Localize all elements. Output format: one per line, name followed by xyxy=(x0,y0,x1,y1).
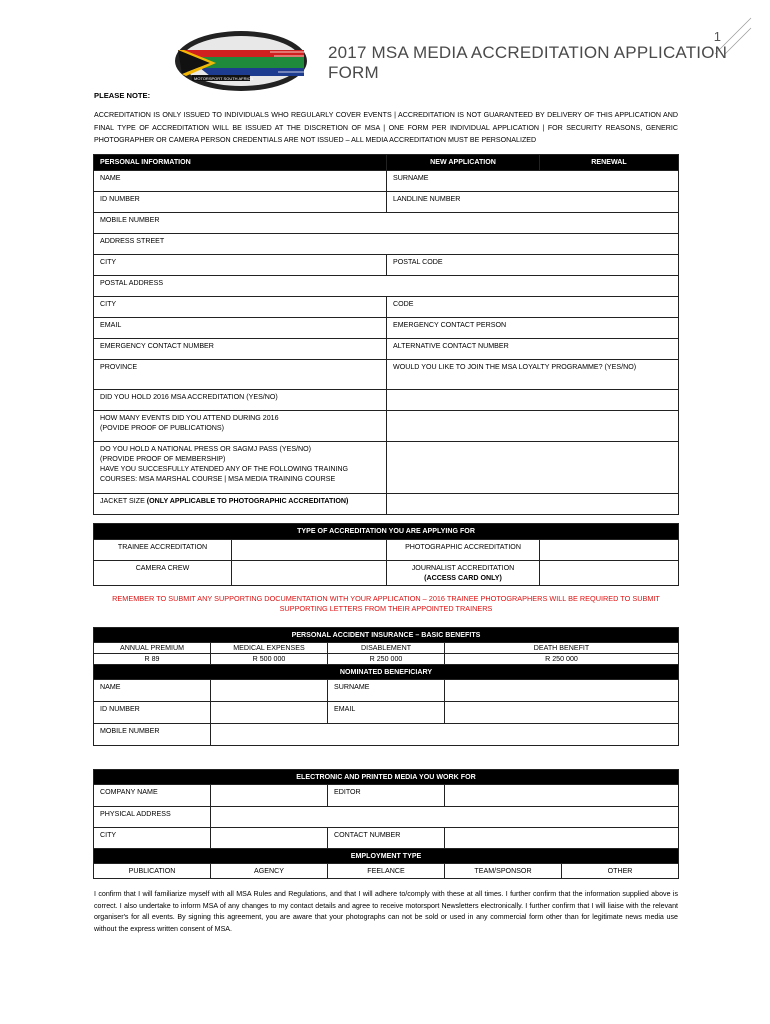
annual-premium-value: R 89 xyxy=(94,654,211,665)
press-proof-label: (PROVIDE PROOF OF MEMBERSHIP) xyxy=(100,455,226,463)
media-heading: ELECTRONIC AND PRINTED MEDIA YOU WORK FOR xyxy=(94,770,679,785)
press-pass-training-field[interactable] xyxy=(94,442,387,494)
beneficiary-mobile-input[interactable] xyxy=(211,724,679,746)
personal-information-table xyxy=(93,154,679,515)
beneficiary-name-field[interactable]: NAME xyxy=(94,680,211,702)
trainee-accreditation-checkbox[interactable] xyxy=(232,540,387,561)
name-field[interactable]: NAME xyxy=(94,171,387,192)
contact-number-input[interactable] xyxy=(445,828,679,849)
email-field[interactable]: EMAIL xyxy=(94,318,387,339)
insurance-beneficiary-table xyxy=(93,627,679,746)
beneficiary-email-input[interactable] xyxy=(445,702,679,724)
postal-address-field[interactable]: POSTAL ADDRESS xyxy=(94,276,679,297)
address-street-field[interactable]: ADDRESS STREET xyxy=(94,234,679,255)
jacket-size-label: JACKET SIZE xyxy=(100,497,145,505)
province-field[interactable]: PROVINCE xyxy=(94,360,387,390)
beneficiary-id-number-input[interactable] xyxy=(211,702,328,724)
page-number: 1 xyxy=(713,29,721,44)
notice-text: ACCREDITATION IS ONLY ISSUED TO INDIVIDUALS WHO REGULARLY COVER EVENTS | ACCREDITATION IS NOT GUARANTEED BY DELIVERY OF THIS APPLICATION AND FINAL TYPE OF ACCREDITATION WILL BE ISSUED AT THE DISCRETION OF MSA | ONE FORM PER INDIVIDUAL APPLICATION | FOR SECURITY REASONS, GENERIC PHOTOGRAPHER OR CAMERA PERSON CREDENTIALS ARE NOT ISSUED – ALL MEDIA ACCREDITATION MUST BE PERSONALIZED xyxy=(94,111,678,144)
renewal-option[interactable]: RENEWAL xyxy=(540,155,679,171)
physical-address-field[interactable]: PHYSICAL ADDRESS xyxy=(94,807,211,828)
consent-statement: I confirm that I will familiarize myself with all MSA Rules and Regulations, and that I will adhere to/comply with these at all times. I further confirm that the information supplied above is correct. I also undertake to inform MSA of any changes to my contact details and agree to receive motorsport Newsletters electronically. I further confirm that I will liaise with the relevant organiser's for all events. By signing this agreement, you are aware that your photographs can not be sold or used in any commercial form other than for legitimate news media use without the express written consent of MSA. xyxy=(94,890,678,933)
disablement-header: DISABLEMENT xyxy=(328,643,445,654)
physical-address-input[interactable] xyxy=(211,807,679,828)
postal-city-field[interactable]: CITY xyxy=(94,297,387,318)
mobile-number-field[interactable]: MOBILE NUMBER xyxy=(94,213,679,234)
training-courses-label: COURSES: MSA MARSHAL COURSE | MSA MEDIA TRAINING COURSE xyxy=(100,475,336,483)
company-name-field[interactable]: COMPANY NAME xyxy=(94,785,211,807)
svg-text:MOTORSPORT SOUTH AFRICA: MOTORSPORT SOUTH AFRICA xyxy=(194,76,254,81)
camera-crew-checkbox[interactable] xyxy=(232,561,387,586)
surname-field[interactable]: SURNAME xyxy=(387,171,679,192)
death-benefit-header: DEATH BENEFIT xyxy=(445,643,679,654)
events-attended-label: HOW MANY EVENTS DID YOU ATTEND DURING 2016 xyxy=(100,414,279,422)
trainee-accreditation-option[interactable]: TRAINEE ACCREDITATION xyxy=(94,540,232,561)
city-field[interactable]: CITY xyxy=(94,255,387,276)
accreditation-type-table xyxy=(93,523,679,586)
press-pass-label: DO YOU HOLD A NATIONAL PRESS OR SAGMJ PASS (YES/NO) xyxy=(100,445,312,453)
supporting-documents-reminder: REMEMBER TO SUBMIT ANY SUPPORTING DOCUMENTATION WITH YOUR APPLICATION – 2016 TRAINEE PHOTOGRAPHERS WILL BE REQUIRED TO SUBMIT SUPPORTING LETTERS FROM THEIR APPOINTED TRAINERS xyxy=(112,594,660,613)
journalist-accreditation-option[interactable] xyxy=(387,561,540,586)
new-application-option[interactable]: NEW APPLICATION xyxy=(387,155,540,171)
journalist-accreditation-label: JOURNALIST ACCREDITATION xyxy=(411,564,515,572)
camera-crew-option[interactable]: CAMERA CREW xyxy=(94,561,232,586)
company-name-input[interactable] xyxy=(211,785,328,807)
beneficiary-id-number-field[interactable]: ID NUMBER xyxy=(94,702,211,724)
contact-number-field[interactable]: CONTACT NUMBER xyxy=(328,828,445,849)
loyalty-programme-field[interactable]: WOULD YOU LIKE TO JOIN THE MSA LOYALTY PROGRAMME? (YES/NO) xyxy=(387,360,679,390)
emergency-contact-person-field[interactable]: EMERGENCY CONTACT PERSON xyxy=(387,318,679,339)
employment-heading: EMPLOYMENT TYPE xyxy=(94,849,679,864)
form-title: 2017 MSA MEDIA ACCREDITATION APPLICATION FORM xyxy=(328,43,728,82)
employment-team-sponsor-option[interactable]: TEAM/SPONSOR xyxy=(445,864,562,879)
employment-agency-option[interactable]: AGENCY xyxy=(211,864,328,879)
held-2016-answer[interactable] xyxy=(387,390,679,411)
accreditation-type-heading: TYPE OF ACCREDITATION YOU ARE APPLYING FOR xyxy=(94,524,679,540)
disablement-value: R 250 000 xyxy=(328,654,445,665)
alternative-contact-number-field[interactable]: ALTERNATIVE CONTACT NUMBER xyxy=(387,339,679,360)
events-attended-field[interactable] xyxy=(94,411,387,442)
insurance-heading: PERSONAL ACCIDENT INSURANCE – BASIC BENEFITS xyxy=(94,628,679,643)
held-2016-accreditation-field[interactable]: DID YOU HOLD 2016 MSA ACCREDITATION (YES/NO) xyxy=(94,390,387,411)
landline-field[interactable]: LANDLINE NUMBER xyxy=(387,192,679,213)
journalist-accreditation-note: (ACCESS CARD ONLY) xyxy=(424,574,502,582)
press-pass-answer[interactable] xyxy=(387,442,679,494)
journalist-accreditation-checkbox[interactable] xyxy=(540,561,679,586)
media-city-field[interactable]: CITY xyxy=(94,828,211,849)
jacket-size-answer[interactable] xyxy=(387,494,679,515)
beneficiary-heading: NOMINATED BENEFICIARY xyxy=(94,665,679,680)
jacket-size-note: (ONLY APPLICABLE TO PHOTOGRAPHIC ACCREDITATION) xyxy=(146,497,349,505)
postal-code-field[interactable]: POSTAL CODE xyxy=(387,255,679,276)
medical-expenses-header: MEDICAL EXPENSES xyxy=(211,643,328,654)
notice-label: PLEASE NOTE: xyxy=(94,91,151,100)
beneficiary-surname-field[interactable]: SURNAME xyxy=(328,680,445,702)
media-employment-table xyxy=(93,769,679,879)
editor-field[interactable]: EDITOR xyxy=(328,785,445,807)
beneficiary-surname-input[interactable] xyxy=(445,680,679,702)
employment-other-option[interactable]: OTHER xyxy=(562,864,679,879)
code-field[interactable]: CODE xyxy=(387,297,679,318)
training-label: HAVE YOU SUCCESFULLY ATENDED ANY OF THE FOLLOWING TRAINING xyxy=(100,465,349,473)
personal-information-heading: PERSONAL INFORMATION xyxy=(94,155,387,171)
media-city-input[interactable] xyxy=(211,828,328,849)
emergency-contact-number-field[interactable]: EMERGENCY CONTACT NUMBER xyxy=(94,339,387,360)
photographic-accreditation-checkbox[interactable] xyxy=(540,540,679,561)
annual-premium-header: ANNUAL PREMIUM xyxy=(94,643,211,654)
editor-input[interactable] xyxy=(445,785,679,807)
death-benefit-value: R 250 000 xyxy=(445,654,679,665)
msa-logo xyxy=(170,24,312,96)
medical-expenses-value: R 500 000 xyxy=(211,654,328,665)
employment-publication-option[interactable]: PUBLICATION xyxy=(94,864,211,879)
id-number-field[interactable]: ID NUMBER xyxy=(94,192,387,213)
beneficiary-email-field[interactable]: EMAIL xyxy=(328,702,445,724)
beneficiary-mobile-field[interactable]: MOBILE NUMBER xyxy=(94,724,211,746)
employment-freelance-option[interactable]: FEELANCE xyxy=(328,864,445,879)
beneficiary-name-input[interactable] xyxy=(211,680,328,702)
events-proof-label: (POVIDE PROOF OF PUBLICATIONS) xyxy=(100,424,225,432)
jacket-size-field[interactable] xyxy=(94,494,387,515)
events-attended-answer[interactable] xyxy=(387,411,679,442)
photographic-accreditation-option[interactable]: PHOTOGRAPHIC ACCREDITATION xyxy=(387,540,540,561)
